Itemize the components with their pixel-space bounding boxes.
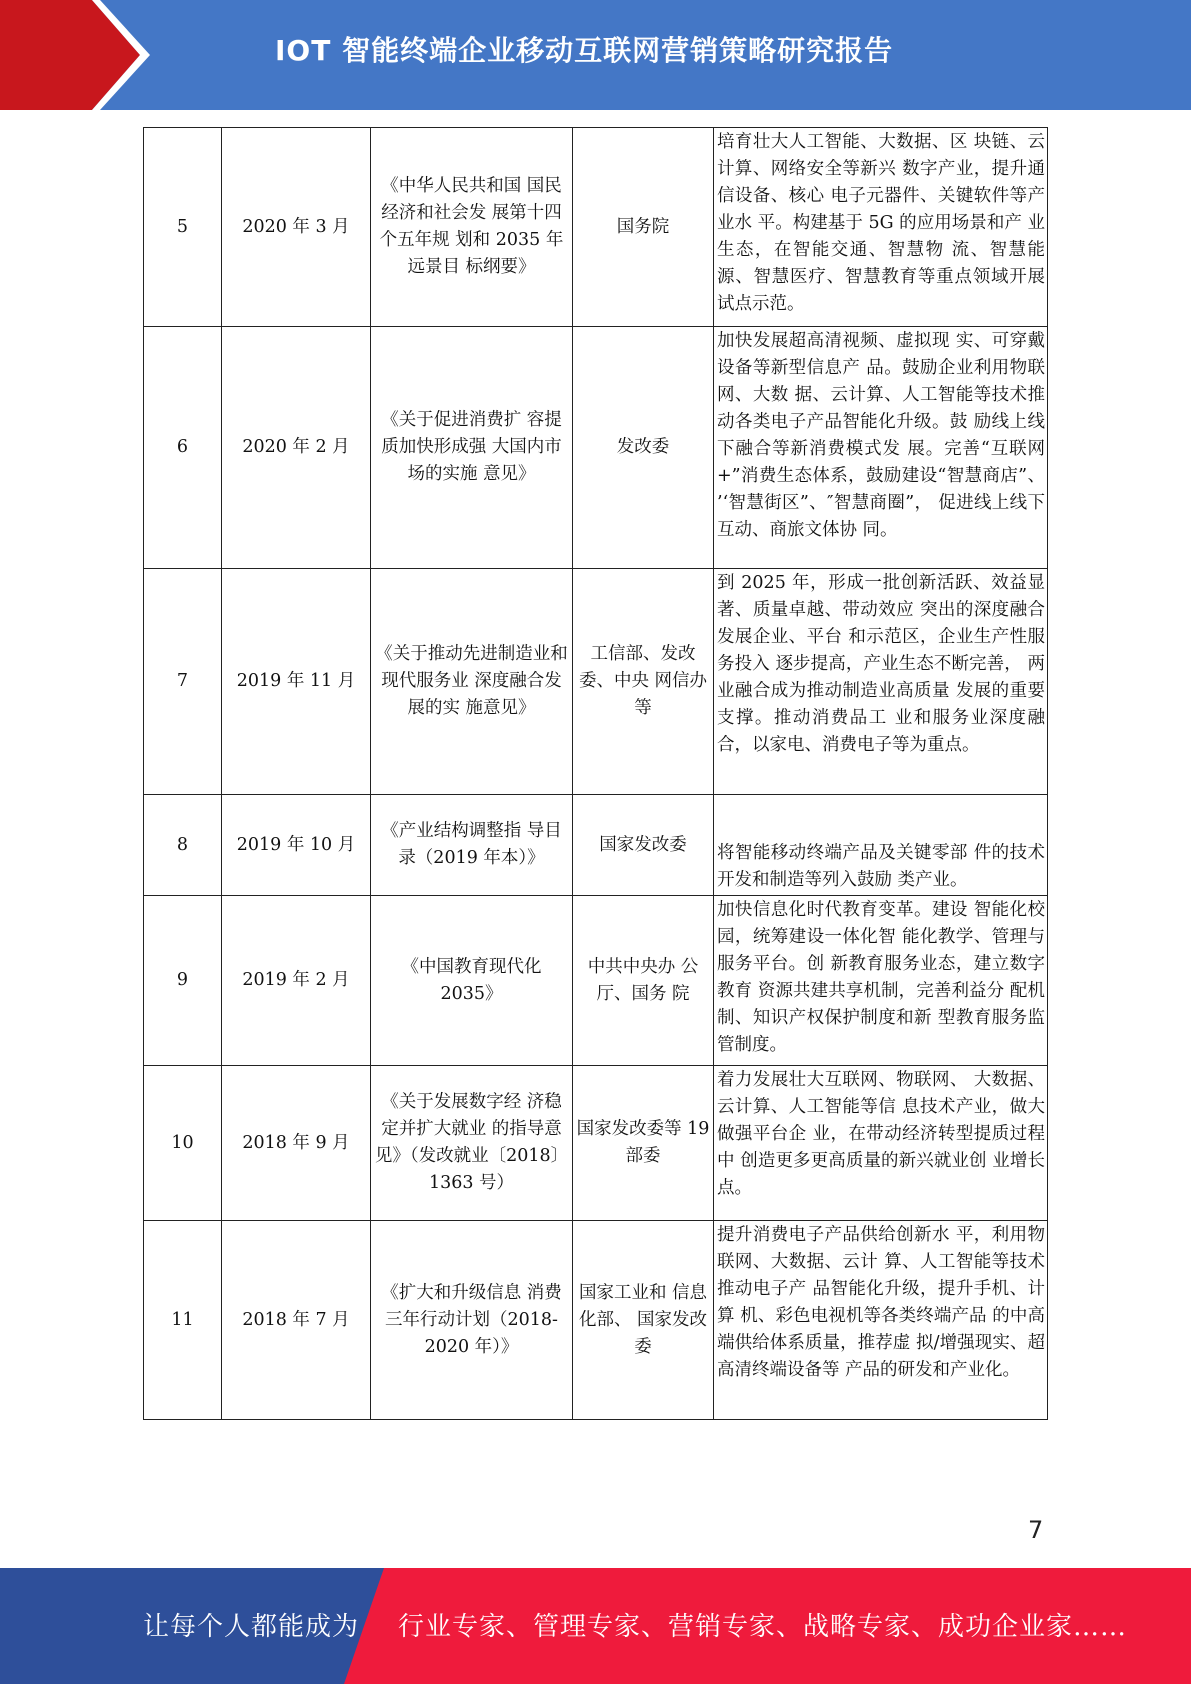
issuing-body: 中共中央办 公厅、国务 院 <box>573 896 714 1066</box>
policy-content: 加快信息化时代教育变革。建设 智能化校园，统筹建设一体化智 能化教学、管理与服务平台。创 新教育服务业态，建立数字教育 资源共建共享机制，完善利益分 配机制、知识产权保护制度和新 型教育服务监管制度。 <box>714 896 1048 1066</box>
issuing-body: 国务院 <box>573 128 714 327</box>
release-date: 2020 年 3 月 <box>222 128 371 327</box>
policy-content: 到 2025 年，形成一批创新活跃、效益显著、质量卓越、带动效应 突出的深度融合发展企业、平台 和示范区，企业生产性服务投入 逐步提高，产业生态不断完善， 两业融合成为推动制造业高质量 发展的重要支撑。推动消费品工 业和服务业深度融合，以家电、消费电子等为重点。 <box>714 569 1048 795</box>
release-date: 2019 年 2 月 <box>222 896 371 1066</box>
issuing-body: 国家工业和 信息化部、 国家发改委 <box>573 1221 714 1420</box>
policy-document: 《关于推动先进制造业和现代服务业 深度融合发展的实 施意见》 <box>371 569 573 795</box>
policy-document: 《产业结构调整指 导目录（2019 年本）》 <box>371 795 573 896</box>
issuing-body: 国家发改委等 19 部委 <box>573 1066 714 1221</box>
page-number: 7 <box>1028 1516 1044 1544</box>
footer-slogan-left: 让每个人都能成为 <box>143 1612 360 1642</box>
report-title: IOT 智能终端企业移动互联网营销策略研究报告 <box>275 34 894 67</box>
row-number: 10 <box>144 1066 222 1221</box>
policy-document: 《中华人民共和国 国民经济和社会发 展第十四个五年规 划和 2035 年远景目 标纲要》 <box>371 128 573 327</box>
policy-document: 《关于发展数字经 济稳定并扩大就业 的指导意见》（发改就业〔2018〕 1363 号） <box>371 1066 573 1221</box>
header-banner <box>0 0 1191 110</box>
footer-banner <box>0 1568 1191 1684</box>
table-row <box>144 128 1048 327</box>
release-date: 2018 年 7 月 <box>222 1221 371 1420</box>
policy-content: 将智能移动终端产品及关键零部 件的技术开发和制造等列入鼓励 类产业。 <box>714 795 1048 896</box>
table-row <box>144 896 1048 1066</box>
policy-content: 培育壮大人工智能、大数据、区 块链、云计算、网络安全等新兴 数字产业，提升通信设备、核心 电子元器件、关键软件等产业水 平。构建基于 5G 的应用场景和产 业生态，在智能交通、智慧物 流、智慧能源、智慧医疗、智慧教育等重点领域开展试点示范。 <box>714 128 1048 327</box>
release-date: 2020 年 2 月 <box>222 327 371 569</box>
issuing-body: 发改委 <box>573 327 714 569</box>
policy-document: 《中国教育现代化 2035》 <box>371 896 573 1066</box>
table-row <box>144 327 1048 569</box>
release-date: 2019 年 10 月 <box>222 795 371 896</box>
policy-document: 《关于促进消费扩 容提质加快形成强 大国内市场的实施 意见》 <box>371 327 573 569</box>
row-number: 6 <box>144 327 222 569</box>
policy-content: 着力发展壮大互联网、物联网、 大数据、云计算、人工智能等信 息技术产业，做大做强平台企 业，在带动经济转型提质过程中 创造更多更高质量的新兴就业创 业增长点。 <box>714 1066 1048 1221</box>
table-row <box>144 569 1048 795</box>
row-number: 8 <box>144 795 222 896</box>
policy-table <box>143 127 1048 1420</box>
table-row <box>144 1221 1048 1420</box>
issuing-body: 国家发改委 <box>573 795 714 896</box>
row-number: 9 <box>144 896 222 1066</box>
header-red-arrow <box>0 0 140 110</box>
issuing-body: 工信部、发改委、中央 网信办等 <box>573 569 714 795</box>
release-date: 2019 年 11 月 <box>222 569 371 795</box>
release-date: 2018 年 9 月 <box>222 1066 371 1221</box>
row-number: 5 <box>144 128 222 327</box>
table-row <box>144 1066 1048 1221</box>
table-row <box>144 795 1048 896</box>
row-number: 7 <box>144 569 222 795</box>
footer-slogan-right: 行业专家、管理专家、营销专家、战略专家、成功企业家…… <box>398 1612 1128 1642</box>
row-number: 11 <box>144 1221 222 1420</box>
policy-content: 提升消费电子产品供给创新水 平，利用物联网、大数据、云计 算、人工智能等技术推动电子产 品智能化升级，提升手机、计算 机、彩色电视机等各类终端产品 的中高端供给体系质量，推荐虚 拟/增强现实、超高清终端设备等 产品的研发和产业化。 <box>714 1221 1048 1420</box>
policy-content: 加快发展超高清视频、虚拟现 实、可穿戴设备等新型信息产 品。鼓励企业利用物联网、大数 据、云计算、人工智能等技术推 动各类电子产品智能化升级。鼓 励线上线下融合等新消费模式发 展。完善“互联网+”消费生态体系，鼓励建设“智慧商店”、 ’‘智慧街区”、″智慧商圈”， 促进线上线下互动、商旅文体协 同。 <box>714 327 1048 569</box>
policy-document: 《扩大和升级信息 消费三年行动计划（2018-2020 年）》 <box>371 1221 573 1420</box>
